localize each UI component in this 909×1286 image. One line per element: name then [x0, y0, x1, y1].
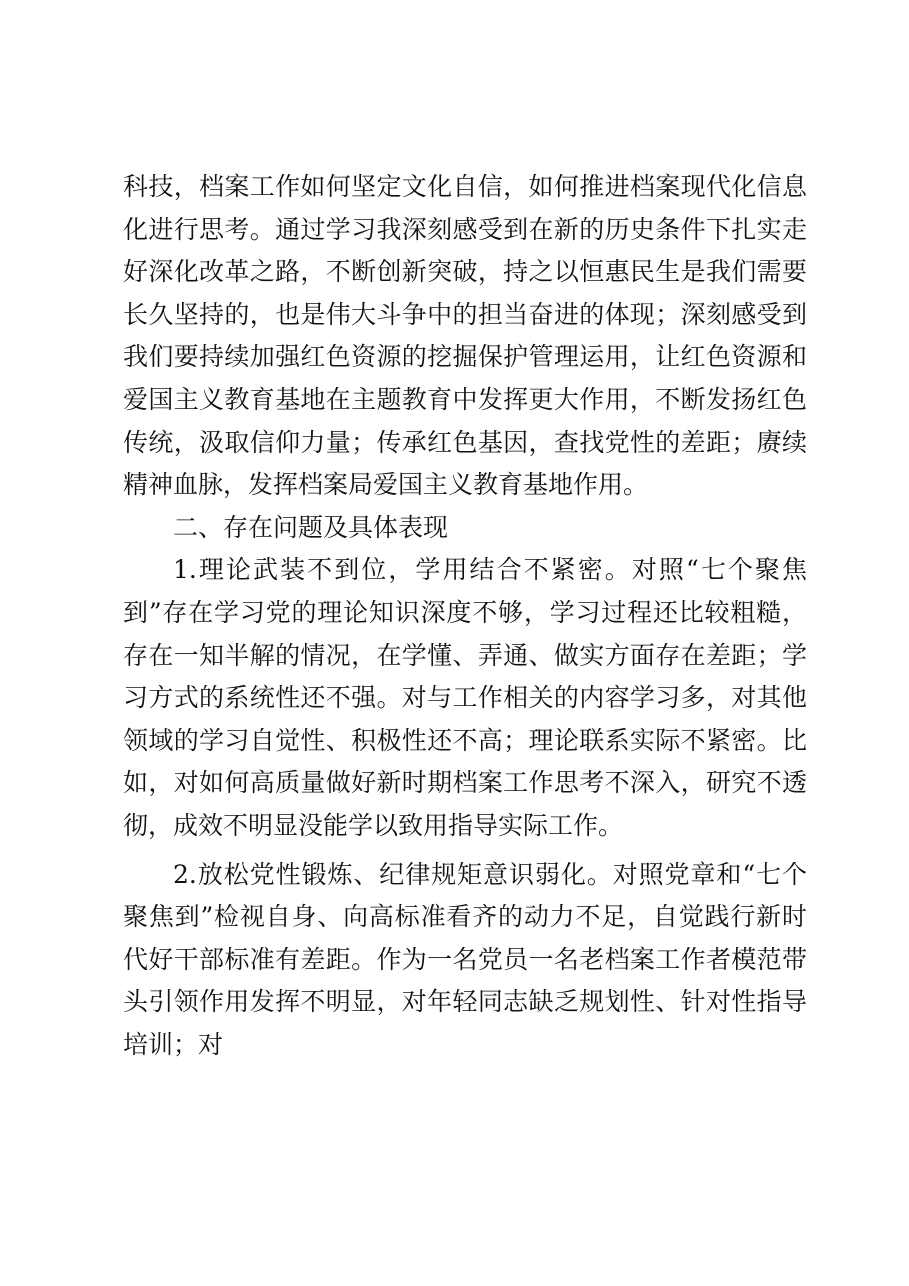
problem-item-1: 1.理论武装不到位，学用结合不紧密。对照“七个聚焦到”存在学习党的理论知识深度不够，学习过程还比较粗糙，存在一知半解的情况，在学懂、弄通、做实方面存在差距；学习方式的系统性还不强。对与工作相关的内容学习多，对其他领域的学习自觉性、积极性还不高；理论联系实际不紧密。比如，对如何高质量做好新时期档案工作思考不深入，研究不透彻，成效不明显没能学以致用指导实际工作。: [123, 555, 807, 840]
problem-item-2: 2.放松党性锻炼、纪律规矩意识弱化。对照党章和“七个聚焦到”检视自身、向高标准看齐的动力不足，自觉践行新时代好干部标准有差距。作为一名党员一名老档案工作者模范带头引领作用发挥不明显，对年轻同志缺乏规划性、针对性指导培训；对: [123, 859, 807, 1059]
paragraph-continued: 科技，档案工作如何坚定文化自信，如何推进档案现代化信息化进行思考。通过学习我深刻感受到在新的历史条件下扎实走好深化改革之路，不断创新突破，持之以恒惠民生是我们需要长久坚持的，也是伟大斗争中的担当奋进的体现；深刻感受到我们要持续加强红色资源的挖掘保护管理运用，让红色资源和爱国主义教育基地在主题教育中发挥更大作用，不断发扬红色传统，汲取信仰力量；传承红色基因，查找党性的差距；赓续精神血脉，发挥档案局爱国主义教育基地作用。: [123, 172, 807, 500]
section-heading: 二、存在问题及具体表现: [173, 512, 449, 542]
document-body: [123, 166, 807, 1066]
